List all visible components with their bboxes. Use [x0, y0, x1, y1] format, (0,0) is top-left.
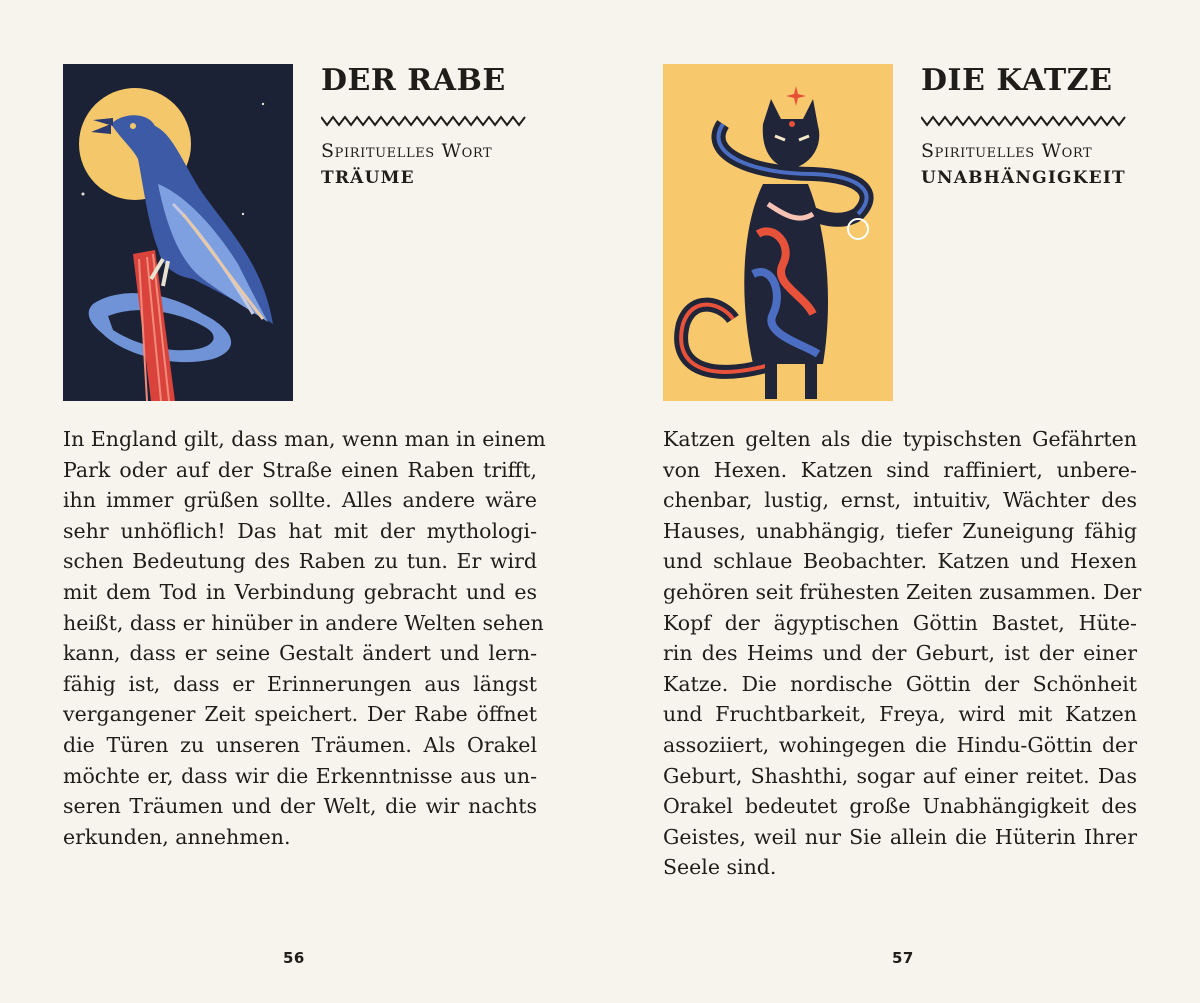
left-header	[321, 62, 581, 190]
text-line: die Türen zu unseren Träumen. Als Orakel	[63, 732, 537, 757]
text-line: fähig ist, dass er Erinnerungen aus längst	[63, 671, 537, 696]
body-text	[663, 424, 1142, 883]
right-header	[921, 62, 1181, 190]
text-line: In England gilt, dass man, wenn man in einem	[63, 427, 546, 451]
text-line: Katzen gelten als die typischsten Gefährten	[663, 427, 1137, 451]
text-line: und schlaue Beobachter. Katzen und Hexen	[663, 549, 1137, 574]
subtitle: Spirituelles Wort	[321, 140, 493, 162]
zigzag-ornament	[921, 114, 1181, 128]
text-line: ihn immer grüßen sollte. Alles andere wäre	[63, 488, 537, 513]
page-title: DER RABE	[321, 63, 506, 98]
text-line: sehr unhöflich! Das hat mit der mythologi-	[63, 518, 537, 543]
text-line: erkunden, annehmen.	[63, 824, 291, 849]
zigzag-ornament	[321, 114, 581, 128]
text-line: schen Bedeutung des Raben zu tun. Er wird	[63, 549, 537, 574]
spiritual-word: UNABHÄNGIGKEIT	[921, 168, 1126, 188]
text-line: rin des Heims und der Geburt, ist der einer	[663, 641, 1137, 666]
text-line: mit dem Tod in Verbindung gebracht und es	[63, 579, 537, 604]
raven-card-illustration	[63, 64, 293, 401]
text-line: Katze. Die nordische Göttin der Schönheit	[663, 671, 1137, 696]
spiritual-word: TRÄUME	[321, 168, 415, 188]
subtitle: Spirituelles Wort	[921, 140, 1093, 162]
text-line: Kopf der ägyptischen Göttin Bastet, Hüte-	[663, 610, 1137, 635]
right-page	[600, 0, 1200, 1003]
page-title: DIE KATZE	[921, 63, 1113, 98]
raven-icon	[63, 64, 293, 401]
text-line: assoziiert, wohingegen die Hindu-Göttin der	[663, 732, 1137, 757]
text-line: Hauses, unabhängig, tiefer Zuneigung fähig	[663, 518, 1137, 543]
text-line: Geistes, weil nur Sie allein die Hüterin Ihrer	[663, 824, 1137, 849]
text-line: chenbar, lustig, ernst, intuitiv, Wächter des	[663, 488, 1137, 513]
text-line: Park oder auf der Straße einen Raben trifft,	[63, 457, 537, 482]
text-line: Seele sind.	[663, 855, 777, 880]
text-line: gehören seit frühesten Zeiten zusammen. Der	[663, 579, 1142, 604]
text-line: heißt, dass er hinüber in andere Welten sehen	[63, 610, 544, 635]
text-line: Geburt, Shashthi, sogar auf einer reitet. Das	[663, 763, 1137, 788]
page-number: 56	[283, 949, 305, 967]
text-line: und Fruchtbarkeit, Freya, wird mit Katzen	[663, 702, 1137, 727]
cat-card-illustration	[663, 64, 893, 401]
text-line: möchte er, dass wir die Erkenntnisse aus un-	[63, 763, 537, 788]
text-line: vergangener Zeit speichert. Der Rabe öffnet	[63, 702, 537, 727]
page-number: 57	[892, 949, 914, 967]
cat-icon	[663, 64, 893, 401]
text-line: seren Träumen und der Welt, die wir nachts	[63, 794, 537, 819]
text-line: kann, dass er seine Gestalt ändert und lern-	[63, 641, 537, 666]
body-text	[63, 424, 546, 852]
text-line: von Hexen. Katzen sind raffiniert, unbere-	[663, 457, 1137, 482]
text-line: Orakel bedeutet große Unabhängigkeit des	[663, 794, 1137, 819]
